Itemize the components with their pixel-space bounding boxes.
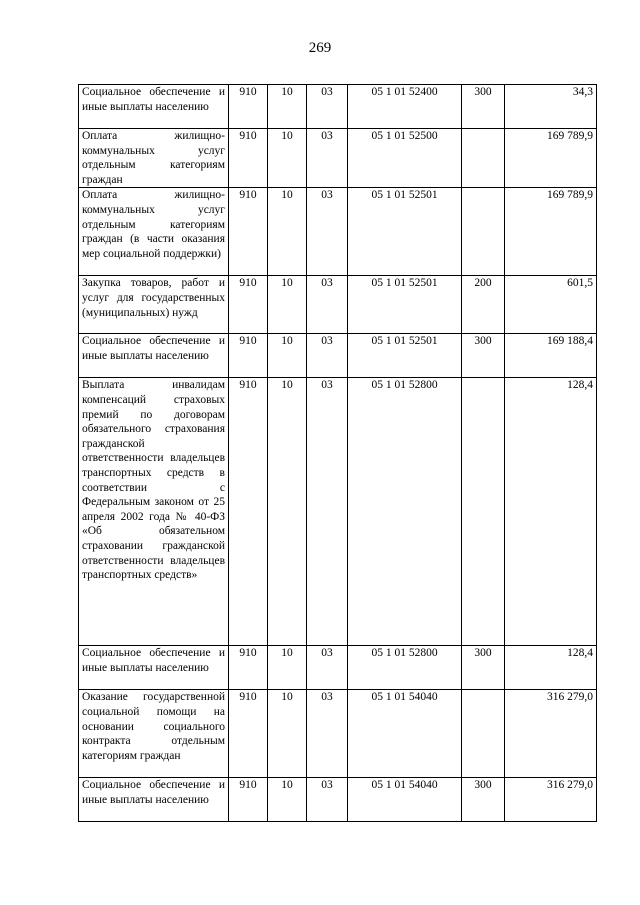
table-row bbox=[79, 334, 597, 378]
table-row bbox=[79, 646, 597, 690]
section-code: 10 bbox=[268, 334, 307, 378]
amount: 128,4 bbox=[505, 378, 597, 646]
expense-type-code: 300 bbox=[462, 646, 505, 690]
section-code: 10 bbox=[268, 778, 307, 822]
subsection-code: 03 bbox=[307, 129, 348, 188]
expense-type-code: 300 bbox=[462, 85, 505, 129]
expense-type-code bbox=[462, 129, 505, 188]
table-row bbox=[79, 778, 597, 822]
target-article-code: 05 1 01 52501 bbox=[348, 334, 462, 378]
target-article-code: 05 1 01 52501 bbox=[348, 276, 462, 334]
expense-name: Социальное обеспечение и иные выплаты населению bbox=[79, 778, 229, 822]
target-article-code: 05 1 01 52800 bbox=[348, 378, 462, 646]
ministry-code: 910 bbox=[229, 85, 268, 129]
section-code: 10 bbox=[268, 188, 307, 276]
expense-name: Социальное обеспечение и иные выплаты населению bbox=[79, 646, 229, 690]
ministry-code: 910 bbox=[229, 129, 268, 188]
amount: 128,4 bbox=[505, 646, 597, 690]
amount: 169 789,9 bbox=[505, 188, 597, 276]
ministry-code: 910 bbox=[229, 334, 268, 378]
expense-name: Выплата инвалидам компенсаций страховых премий по договорам обязательного страхования гражданской ответственности владельцев транспортных средств в соответствии с Федеральным законом от 25 апреля 2002 года № 40-ФЗ «Об обязательном страховании гражданской ответственности владельцев транспортных средств» bbox=[79, 378, 229, 646]
subsection-code: 03 bbox=[307, 85, 348, 129]
expense-name: Оплата жилищно-коммунальных услуг отдельным категориям граждан bbox=[79, 129, 229, 188]
amount: 601,5 bbox=[505, 276, 597, 334]
budget-table bbox=[78, 84, 597, 822]
expense-name: Социальное обеспечение и иные выплаты населению bbox=[79, 334, 229, 378]
table-row bbox=[79, 378, 597, 646]
subsection-code: 03 bbox=[307, 378, 348, 646]
expense-type-code bbox=[462, 378, 505, 646]
expense-type-code: 300 bbox=[462, 334, 505, 378]
subsection-code: 03 bbox=[307, 334, 348, 378]
target-article-code: 05 1 01 54040 bbox=[348, 778, 462, 822]
amount: 316 279,0 bbox=[505, 690, 597, 778]
table-row bbox=[79, 276, 597, 334]
target-article-code: 05 1 01 52500 bbox=[348, 129, 462, 188]
ministry-code: 910 bbox=[229, 188, 268, 276]
expense-name: Закупка товаров, работ и услуг для государственных (муниципальных) нужд bbox=[79, 276, 229, 334]
target-article-code: 05 1 01 52501 bbox=[348, 188, 462, 276]
table-row bbox=[79, 690, 597, 778]
target-article-code: 05 1 01 54040 bbox=[348, 690, 462, 778]
expense-type-code bbox=[462, 188, 505, 276]
table-row bbox=[79, 85, 597, 129]
subsection-code: 03 bbox=[307, 646, 348, 690]
subsection-code: 03 bbox=[307, 188, 348, 276]
section-code: 10 bbox=[268, 690, 307, 778]
subsection-code: 03 bbox=[307, 690, 348, 778]
expense-name: Оплата жилищно-коммунальных услуг отдельным категориям граждан (в части оказания мер социальной поддержки) bbox=[79, 188, 229, 276]
expense-name: Оказание государственной социальной помощи на основании социального контракта отдельным категориям граждан bbox=[79, 690, 229, 778]
ministry-code: 910 bbox=[229, 378, 268, 646]
subsection-code: 03 bbox=[307, 778, 348, 822]
section-code: 10 bbox=[268, 129, 307, 188]
amount: 34,3 bbox=[505, 85, 597, 129]
table-row bbox=[79, 188, 597, 276]
subsection-code: 03 bbox=[307, 276, 348, 334]
section-code: 10 bbox=[268, 276, 307, 334]
expense-name: Социальное обеспечение и иные выплаты населению bbox=[79, 85, 229, 129]
ministry-code: 910 bbox=[229, 646, 268, 690]
expense-type-code bbox=[462, 690, 505, 778]
target-article-code: 05 1 01 52400 bbox=[348, 85, 462, 129]
ministry-code: 910 bbox=[229, 276, 268, 334]
ministry-code: 910 bbox=[229, 778, 268, 822]
expense-type-code: 200 bbox=[462, 276, 505, 334]
section-code: 10 bbox=[268, 378, 307, 646]
amount: 169 789,9 bbox=[505, 129, 597, 188]
table-row bbox=[79, 129, 597, 188]
expense-type-code: 300 bbox=[462, 778, 505, 822]
amount: 316 279,0 bbox=[505, 778, 597, 822]
section-code: 10 bbox=[268, 85, 307, 129]
target-article-code: 05 1 01 52800 bbox=[348, 646, 462, 690]
section-code: 10 bbox=[268, 646, 307, 690]
amount: 169 188,4 bbox=[505, 334, 597, 378]
page-number: 269 bbox=[308, 40, 332, 56]
ministry-code: 910 bbox=[229, 690, 268, 778]
